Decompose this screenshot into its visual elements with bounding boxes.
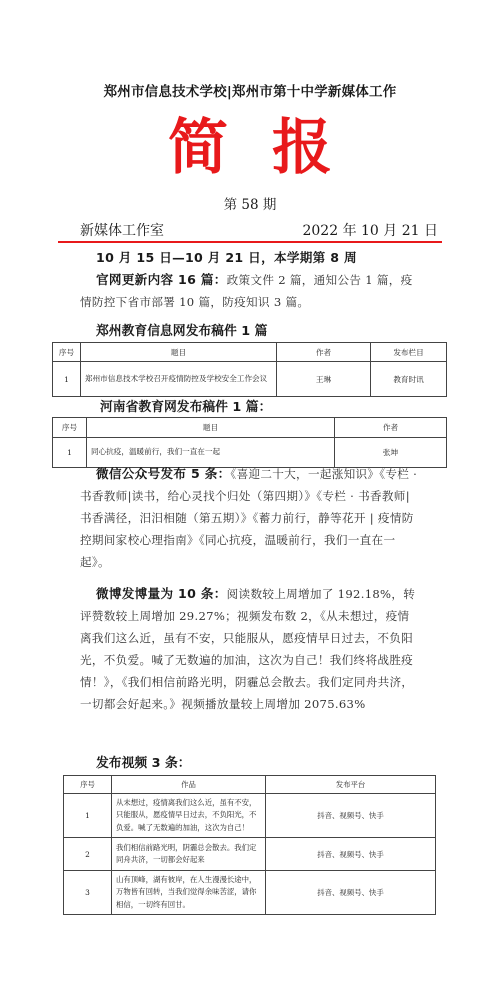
table-header-cell: 序号 [53,418,87,438]
red-divider [58,241,442,243]
table-header-cell: 作品 [112,776,266,794]
table-cell: 同心抗疫，温暖前行，我们一直在一起 [87,438,335,468]
table-header-cell: 题目 [87,418,335,438]
date-range-intro: 10 月 15 日—10 月 21 日，本学期第 8 周 [96,250,357,265]
bulletin-big-title: 简报 [168,113,376,183]
video-table [63,775,436,915]
table-header-cell: 发布栏目 [371,343,447,362]
weibo-text: 阅读数较上周增加了 192.18%，转评赞数较上周增加 29.27%；视频发布数 2，《从未想过，疫情离我们这么近，虽有不安，只能服从，愿疫情早日过去，不负阳光，不负爱。喊了无数遍的加油，这次为自己！我们终将战胜疫情！》，《我们相信前路光明，阴霾总会散去。我们定同舟共济，一切都会好起来。》视频播放量较上周增加 2075.63% [80,587,416,711]
table-header-cell: 作者 [277,343,371,362]
section1-heading: 郑州教育信息网发布稿件 1 篇 [96,324,268,339]
table-cell: 从未想过，疫情离我们这么近，虽有不安，只能服从，愿疫情早日过去，不负阳光，不负爱。喊了无数遍的加油，这次为自己！ [112,794,266,838]
weibo-paragraph [80,583,420,715]
table-cell: 2 [64,838,112,871]
table-row [64,794,436,838]
table-header-cell: 题目 [81,343,277,362]
table-header-row [64,776,436,794]
table-cell: 王琳 [277,362,371,397]
website-update-lead: 官网更新内容 16 篇： [96,272,227,287]
table-row [53,362,447,397]
website-update-paragraph [80,269,420,313]
table-header-cell: 序号 [53,343,81,362]
table-cell: 3 [64,871,112,915]
school-header-title: 郑州市信息技术学校|郑州市第十中学新媒体工作 [103,84,397,100]
section3-heading: 发布视频 3 条： [96,756,191,771]
section2-heading: 河南省教育网发布稿件 1 篇： [100,400,272,415]
wechat-lead: 微信公众号发布 5 条： [96,466,231,481]
zhengzhou-edu-table [52,342,447,397]
table-header-cell: 作者 [335,418,447,438]
table-cell: 1 [53,362,81,397]
table-header-row [53,418,447,438]
issue-number: 第 58 期 [223,197,277,213]
table-cell: 抖音、视频号、快手 [266,838,436,871]
table-cell: 张坤 [335,438,447,468]
table-cell: 郑州市信息技术学校召开疫情防控及学校安全工作会议 [81,362,277,397]
table-cell: 山有顶峰，湖有彼岸，在人生漫漫长途中，万物皆有回转，当我们觉得余味苦涩，请你相信，一切终有回甘。 [112,871,266,915]
table-cell: 1 [64,794,112,838]
website-update-text: 政策文件 2 篇，通知公告 1 篇，疫情防控下省市部署 10 篇，防疫知识 3 篇。 [80,273,413,309]
weibo-lead: 微博发博量为 10 条： [96,586,227,601]
table-cell: 抖音、视频号、快手 [266,871,436,915]
table-header-row [53,343,447,362]
table-row [64,871,436,915]
table-cell: 抖音、视频号、快手 [266,794,436,838]
table-header-cell: 发布平台 [266,776,436,794]
wechat-text: 《喜迎二十大，一起涨知识》《专栏 · 书香教师|读书，给心灵找个归处（第四期）》《专栏 · 书香教师|书香满径，汨汨相随（第五期）》《蓄力前行，静等花开 | 疫情防控期间家校心理指南》《同心抗疫，温暖前行，我们一直在一起》。 [80,467,418,569]
wechat-paragraph [80,463,420,573]
issue-date: 2022 年 10 月 21 日 [302,223,438,239]
henan-edu-table [52,417,447,468]
table-header-cell: 序号 [64,776,112,794]
table-cell: 我们相信前路光明，阴霾总会散去。我们定同舟共济，一切都会好起来 [112,838,266,871]
table-row [64,838,436,871]
office-name: 新媒体工作室 [80,223,164,239]
meta-row [80,220,438,240]
table-cell: 教育时讯 [371,362,447,397]
table-cell: 1 [53,438,87,468]
